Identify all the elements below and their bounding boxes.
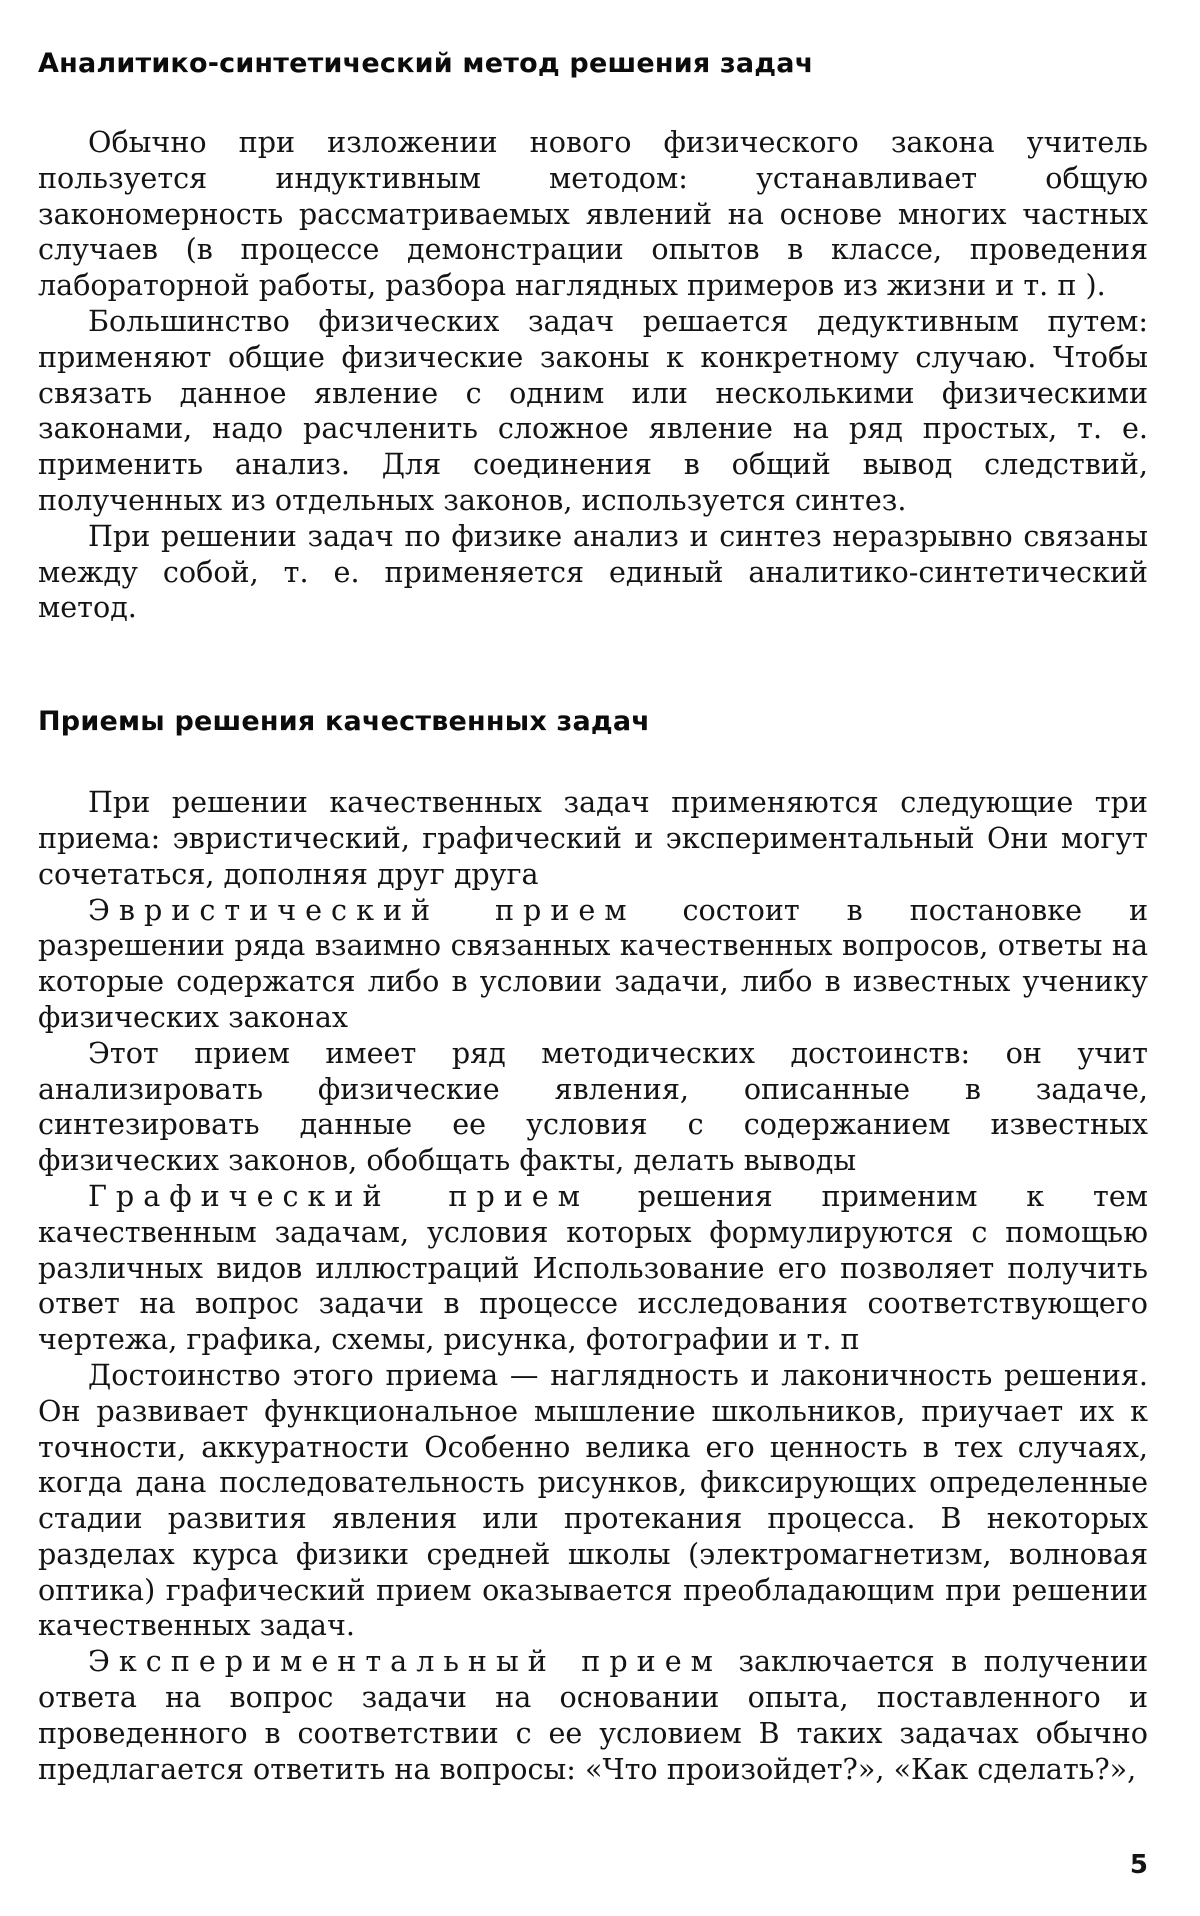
paragraph-text: состоит в постановке и разрешении ряда взаимно связанных качественных вопросов, ответы на которые содержатся либо в условии задачи, либо в известных ученику физических законах [38, 892, 1149, 1034]
book-page [38, 40, 1148, 1880]
paragraph-text: При решении качественных задач применяются следующие три приема: эвристический, графический и экспериментальный Они могут сочетаться, дополняя друг друга [38, 785, 1148, 891]
paragraph-text: Достоинство этого приема — наглядность и лаконичность решения. Он развивает функциональное мышление школьников, приучает их к точности, аккуратности Особенно велика его ценность в тех случаях, когда дана последовательность рисунков, фиксирующих определенные стадии развития явления или протекания процесса. В некоторых разделах курса физики средней школы (электромагнетизм, волновая оптика) графический прием оказывается преобладающим при решении качественных задач. [38, 1357, 1148, 1643]
paragraph-experimental-technique [38, 1644, 1148, 1787]
paragraph-heuristic-technique [38, 893, 1148, 1036]
section-heading-analytic-synthetic-method: Аналитико-синтетический метод решения задач [38, 48, 814, 79]
paragraph-deductive-method: Большинство физических задач решается дедуктивным путем: применяют общие физические законы к конкретному случаю. Чтобы связать данное явление с одним или несколькими физическими законами, надо расчленить сложное явление на ряд простых, т. е. применить анализ. Для соединения в общий вывод следствий, полученных из отдельных законов, используется синтез. [38, 303, 1148, 517]
page-number: 5 [1129, 1850, 1148, 1880]
paragraph-heuristic-advantages [38, 1036, 1148, 1179]
paragraph-text: заключается в получении ответа на вопрос задачи на основании опыта, поставленного и проведенного в соответствии с ее условием В таких задачах обычно предлагается ответить на вопросы: «Что произойдет?», «Как сделать?», [38, 1644, 1149, 1786]
section-body-analytic-synthetic [38, 125, 1148, 626]
spaced-term-graphic: Графический прием [88, 1178, 589, 1213]
paragraph-inductive-method: Обычно при изложении нового физического закона учитель пользуется индуктивным методом: устанавливает общую закономерность рассматриваемых явлений на основе многих частных случаев (в процессе демонстрации опытов в классе, проведения лабораторной работы, разбора наглядных примеров из жизни и т. п ). [38, 125, 1148, 303]
section-body-qualitative-tasks [38, 785, 1148, 1787]
paragraph-three-techniques [38, 785, 1148, 892]
paragraph-graphic-advantages [38, 1358, 1148, 1644]
spaced-term-heuristic: Эвристический прием [88, 892, 636, 927]
section-heading-qualitative-tasks: Приемы решения качественных задач [38, 706, 651, 738]
paragraph-text: Этот прием имеет ряд методических достоинств: он учит анализировать физические явления, описанные в задаче, синтезировать данные ее условия с содержанием известных физических законов, обобщать факты, делать выводы [38, 1035, 1148, 1178]
paragraph-unified-method: При решении задач по физике анализ и синтез неразрывно связаны между собой, т. е. применяется единый аналитико-синтетический метод. [38, 518, 1148, 625]
paragraph-graphic-technique [38, 1179, 1148, 1358]
paragraph-text: решения применим к тем качественным задачам, условия которых формулируются с помощью различных видов иллюстраций Использование его позволяет получить ответ на вопрос задачи в процессе исследования соответствующего чертежа, графика, схемы, рисунка, фотографии и т. п [38, 1178, 1148, 1357]
spaced-term-experimental: Экспериментальный прием [88, 1644, 722, 1679]
